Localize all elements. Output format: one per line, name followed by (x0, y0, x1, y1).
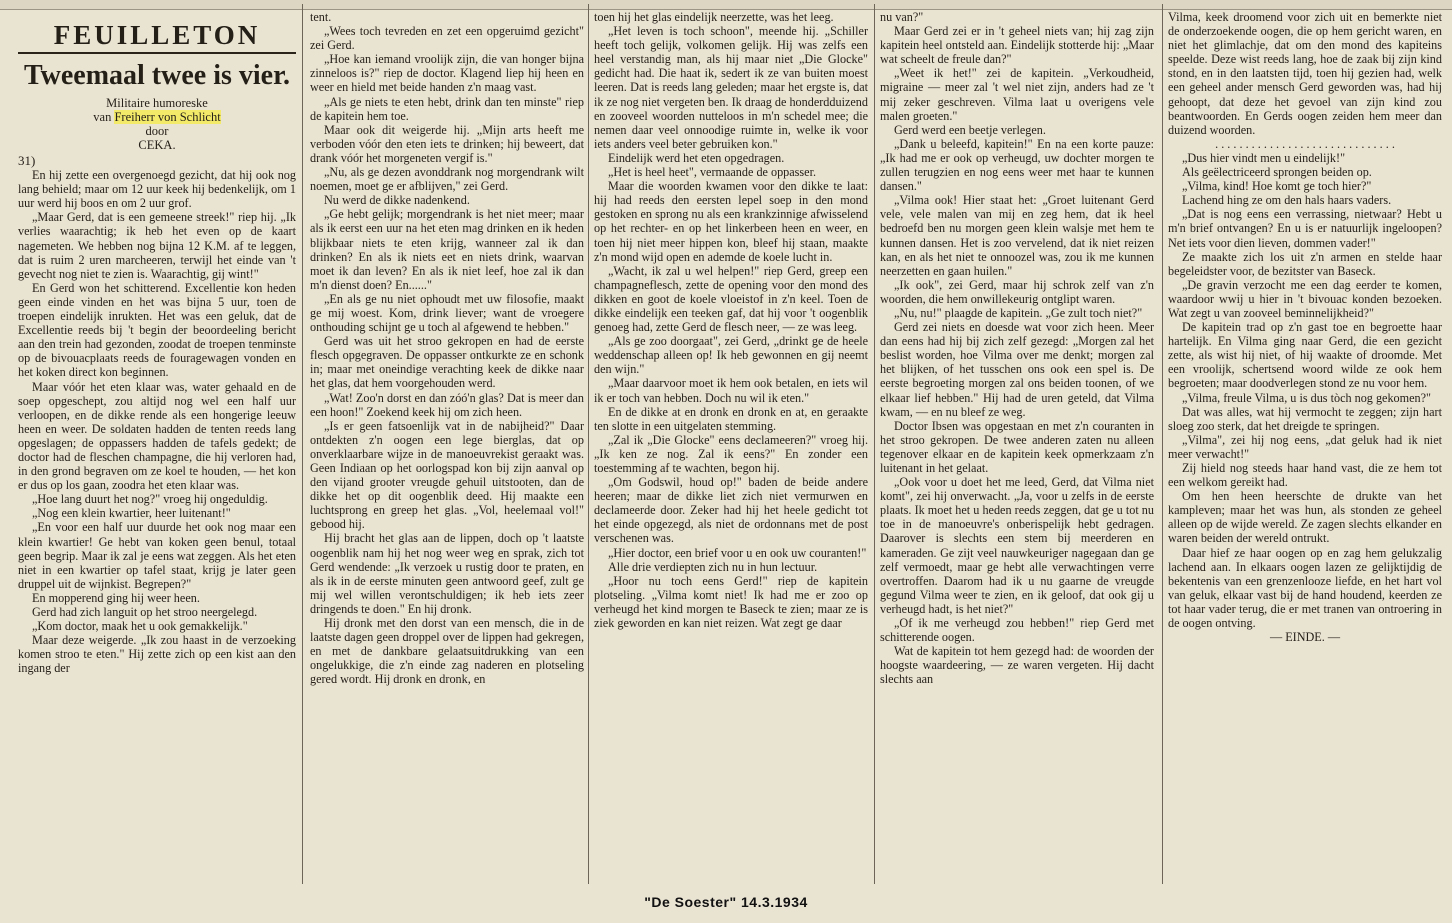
installment-number: 31) (18, 153, 36, 168)
paragraph: Vilma, keek droomend voor zich uit en bemerkte niet de onderzoekende oogen, die op hem gericht waren, en niet het glimlachje, dat om den mond des kapiteins speelde. Deze wist reeds lang, hoe de zaak bij zijn kind stond, en in den laatsten tijd, toen hij gezien had, welk een geheel ander mensch Gerd geworden was, had hij gehoopt, dat deze het gevoel van zijn kind zou beantwoorden. En Gerds oogen zeiden hem meer dan duizend woorden. (1168, 10, 1442, 137)
paragraph: „Vilma, kind! Hoe komt ge toch hier?" (1182, 179, 1372, 194)
by-line: door (145, 124, 169, 138)
paragraph: Maar Gerd zei er in 't geheel niets van; hij zag zijn kapitein heel ontsteld aan. Eindelijk stotterde hij: „Maar wat scheelt de freule dan?" (880, 24, 1154, 67)
paragraph: „Ik ook", zei Gerd, maar hij schrok zelf van z'n woorden, die hem onwillekeurig ontglipt waren. (880, 277, 1154, 306)
paragraph: Maar vóór het eten klaar was, water gehaald en de soep opgeschept, zou altijd nog wel een half uur verloopen, en de dikke rende als een hongerige leeuw heen en weer. De soldaten hadden de tenten reeds lang opgeslagen; de oppassers hadden de tafels gedekt; de doctor had de fleschen champagne, die hij verloren had, in den grond begraven om ze koel te houden, — het kon er dus op los gaan, zoodra het eten klaar was. (18, 379, 296, 493)
paragraph: „Vilma, freule Vilma, u is dus tòch nog gekomen?" (1182, 390, 1432, 405)
column-text (310, 10, 584, 687)
column-rule (874, 4, 875, 884)
column-text (594, 10, 868, 630)
paragraph: „Nog een klein kwartier, heer luitenant!" (32, 506, 231, 521)
section-heading: FEUILLETON (18, 20, 296, 54)
paragraph: Lachend hing ze om den hals haars vaders. (1182, 193, 1392, 208)
paragraph: „Hoor nu toch eens Gerd!" riep de kapitein plotseling. „Vilma komt niet! Ik had me er zoo op verheugd het kind morgen te Baseck te zien; maar ze is ziek geworden en kan niet reizen. Wat zegt ge daar (594, 573, 868, 631)
column-text (18, 168, 296, 675)
column-5 (1168, 10, 1442, 880)
paragraph: De kapitein trad op z'n gast toe en begroette haar hartelijk. En Vilma ging naar Gerd, die een gezicht zette, als wist hij niet, of hij waakte of droomde. Met een vroolijk, schertsend woord wilde ze ook hem begroeten; maar doodverlegen stond ze nu voor hem. (1168, 320, 1442, 391)
paragraph: „Ge hebt gelijk; morgendrank is het niet meer; maar als ik eerst een uur na het eten mag drinken en ik heden blijkbaar niets te eten krijg, wanneer zal ik dan drinken? En als ik niets eet en niets drink, waarvan moet ik dan leven? En als ik niet leef, hoe zal ik dan m'n dienst doen? En......" (310, 207, 584, 292)
paragraph: „Vilma", zei hij nog eens, „dat geluk had ik niet meer verwacht!" (1168, 432, 1442, 461)
author-prefix: van (93, 110, 112, 124)
paragraph: Om hen heen heerschte de drukte van het kampleven; maar het was hun, als stonden ze geheel alleen op de wijde wereld. Ze zagen slechts elkander en waren beiden der wereld ontrukt. (1168, 489, 1442, 546)
paragraph: „Wacht, ik zal u wel helpen!" riep Gerd, greep een champagneflesch, zette de opening voor den mond des dikken en goot de koele vloeistof in z'n keel. Toen de dikke eindelijk een teeken gaf, dat hij voor 't oogenblik genoeg had, zette Gerd de flesch neer, — ze was leeg. (594, 263, 868, 335)
paragraph: Daar hief ze haar oogen op en zag hem gelukzalig lachend aan. In elkaars oogen lazen ze gelijktijdig de bekentenis van een grenzenlooze liefde, en het hart vol van geluk, elkaar vast bij de hand houdend, keerden ze tot haar vader terug, die er met tranen van ontroering in de oogen ontving. (1168, 545, 1442, 631)
paragraph: Maar die woorden kwamen voor den dikke te laat: hij had reeds den eersten lepel soep in den mond gestoken en sprong nu als een krankzinnige afwisselend op het rechter- en op het linkerbeen heen en weer, en toen hij niet meer hippen kon, bleef hij staan, maakte z'n mond wijd open en ademde de koele lucht in. (594, 179, 868, 264)
paragraph: „De gravin verzocht me een dag eerder te komen, waardoor wwij u hier in 't bivouac konden bezoeken. Wat zegt u van zooveel beminnelijkheid?" (1168, 277, 1442, 320)
paragraph: „Het is heel heet", vermaande de oppasser. (608, 165, 817, 180)
source-caption: "De Soester" 14.3.1934 (644, 894, 808, 910)
paragraph: Alle drie verdiepten zich nu in hun lectuur. (608, 559, 818, 574)
previous-page-strip (0, 0, 1452, 10)
paragraph: „Nu, als ge dezen avonddrank nog morgendrank wilt noemen, moet ge er afblijven," zei Gerd. (310, 165, 584, 194)
paragraph: „Maar Gerd, dat is een gemeene streek!" riep hij. „Ik verlies waarachtig; ik heb het even op de kaart nagemeten. We hebben nog bijna 12 K.M. af te leggen, dat is ruim 2 uren marcheeren, terwijl het einde van 't gevecht nog niet te zien is. Waarachtig, gij wint!" (18, 210, 296, 281)
paragraph: . . . . . . . . . . . . . . . . . . . . . . . . . . . . . . (1215, 136, 1395, 151)
paragraph: toen hij het glas eindelijk neerzette, was het leeg. (594, 10, 834, 24)
paragraph: Maar deze weigerde. „Ik zou haast in de verzoeking komen stroo te eten." Hij zette zich op een kist aan den ingang der (18, 633, 296, 676)
column-1 (18, 10, 296, 880)
column-rule (1162, 4, 1163, 884)
paragraph: „En als ge nu niet ophoudt met uw filosofie, maakt ge mij woest. Kom, drink liever; want de vroegere onthouding schijnt ge u toch al afgewend te hebben." (310, 291, 584, 335)
paragraph: „Vilma ook! Hier staat het: „Groet luitenant Gerd vele, vele malen van mij en zeg hem, dat ik heel bedroefd ben nu morgen geen klein walsje met hem te kunnen dansen. Het is zoo vervelend, dat ik niet reizen kan, en als het niet te onnoozel was, zou ik me kunnen neerzetten en gaan huilen." (880, 193, 1154, 278)
paragraph: „Als ge niets te eten hebt, drink dan ten minste" riep de kapitein hem toe. (310, 94, 584, 123)
column-rule (302, 4, 303, 884)
paragraph: En de dikke at en dronk en dronk en at, en geraakte ten slotte in een uitgelaten stemming. (594, 404, 868, 433)
paragraph: „Hoe kan iemand vroolijk zijn, die van honger bijna zinneloos is?" riep de doctor. Klagend liep hij heen en weer en hield met beide handen z'n maag vast. (310, 52, 584, 95)
paragraph: Ze maakte zich los uit z'n armen en stelde haar begeleidster voor, de bezitster van Baseck. (1168, 249, 1442, 278)
column-2 (310, 10, 584, 880)
paragraph: Hij bracht het glas aan de lippen, doch op 't laatste oogenblik nam hij het nog weer weg en sprak, zich tot Gerd wendende: „Ik verzoek u rustig door te praten, en als ik in de eerste minuten geen antwoord geef, zult ge mij wel willen verontschuldigen; ik heb iets zeer dringends te doen." En hij dronk. (310, 531, 584, 616)
paragraph: „Hoe lang duurt het nog?" vroeg hij ongeduldig. (32, 492, 268, 507)
paragraph: „Dus hier vindt men u eindelijk!" (1182, 150, 1346, 165)
paragraph: „Maar daarvoor moet ik hem ook betalen, en iets wil ik er toch van hebben. Doch nu wil ik eten." (594, 376, 868, 405)
paragraph: „Zal ik „Die Glocke" eens declameeren?" vroeg hij. „Ik ken ze nog. Zal ik eens?" En zonder een toestemming af te wachten, begon hij. (594, 432, 868, 475)
paragraph: „Dat is nog eens een verrassing, nietwaar? Hebt u m'n brief ontvangen? En u is er natuurlijk ingeloopen? Net iets voor dien lieven, dommen vader!" (1168, 207, 1442, 250)
paragraph: Zij hield nog steeds haar hand vast, die ze hem tot een welkom gereikt had. (1168, 461, 1442, 490)
paragraph: Nu werd de dikke nadenkend. (324, 193, 470, 208)
paragraph: En hij zette een overgenoegd gezicht, dat hij ook nog lang behield; maar om 12 uur keek hij bedenkelijk, om 1 uur werd hij boos en om 2 uur grof. (18, 168, 296, 211)
paragraph: „Dank u beleefd, kapitein!" En na een korte pauze: „Ik had me er ook op verheugd, uw dochter morgen te zullen terugzien en nog eens weer met haar te kunnen dansen." (880, 136, 1154, 194)
story-title: Tweemaal twee is vier. (24, 60, 290, 91)
column-rule (588, 4, 589, 884)
paragraph: Doctor Ibsen was opgestaan en met z'n couranten in het stroo gekropen. De twee anderen zaten nu alleen tegenover elkaar en de kapitein keek opmerkzaam z'n luitenant in het gelaat. (880, 418, 1154, 475)
column-3 (594, 10, 868, 880)
paragraph: Gerd zei niets en doesde wat voor zich heen. Meer dan eens had hij bij zich zelf gezegd: „Morgen zal het beslist worden, hoe Vilma over me denkt; morgen zal het blijken, of het tusschen ons ook een spel is. De eerste begroeting morgen zal ons beiden toonen, of we elkaar lief hebben." Hij had de uren geteld, dat Vilma kwam, — en nu bleef ze weg. (880, 320, 1154, 419)
paragraph: Maar ook dit weigerde hij. „Mijn arts heeft me verboden vóór den eten iets te drinken; hij beweert, dat drank vóór het morgeneten vergif is." (310, 122, 584, 165)
paragraph: tent. (310, 10, 332, 24)
paragraph: Dat was alles, wat hij vermocht te zeggen; zijn hart sloeg zoo sterk, dat het dreigde te springen. (1168, 404, 1442, 433)
paragraph: Gerd werd een beetje verlegen. (894, 122, 1046, 137)
paragraph: En mopperend ging hij weer heen. (32, 590, 200, 605)
paragraph: „Wees toch tevreden en zet een opgeruimd gezicht" zei Gerd. (310, 24, 584, 53)
paragraph: „Om Godswil, houd op!" baden de beide andere heeren; maar de dikke liet zich niet vermurwen en declameerde door. Zeker had hij het heele gedicht tot het einde opgezegd, als niet de ordonnans met de post verschenen was. (594, 475, 868, 546)
paragraph: Gerd was uit het stroo gekropen en had de eerste flesch opgegraven. De oppasser ontkurkte ze en schonk in; maar met oneindige verachting keek de dikke naar het glas, dat hem voorgehouden werd. (310, 334, 584, 391)
paragraph: Eindelijk werd het eten opgedragen. (608, 150, 785, 165)
column-text (1168, 10, 1442, 644)
column-4 (880, 10, 1154, 880)
paragraph: „Het leven is toch schoon", meende hij. „Schiller heeft toch gelijk, volkomen gelijk. Hij was zelfs een heel verstandig man, als hij maar niet „Die Glocke" gedicht had. Die haat ik, sedert ik ze van buiten moest leeren. Dat is reeds lang geleden; maar het ergste is, dat ik ze nog niet vergeten ben. Ik draag de honderdduizend en zooveel woorden nutteloos in m'n schedel mee; die nemen daar veel onnoodige ruimte in, welke ik voor iets anders veel beter gebruiken kon." (594, 24, 868, 151)
author-line (18, 110, 296, 124)
paragraph: Hij dronk met den dorst van een mensch, die in de laatste dagen geen droppel over de lippen had gekregen, en met de dankbare gelaatsuitdrukking van een ongelukkige, die z'n einde zag naderen en plotseling gered wordt. Hij dronk en dronk, en (310, 616, 584, 687)
paragraph: „Als ge zoo doorgaat", zei Gerd, „drinkt ge de heele weddenschap alleen op! Ik heb gewonnen en gij neemt den wijn." (594, 334, 868, 377)
paragraph: nu van?" (880, 10, 924, 24)
paragraph: „Wat! Zoo'n dorst en dan zóó'n glas? Dat is meer dan een hoon!" Zoekend keek hij om zich heen. (310, 390, 584, 419)
paragraph: „Ook voor u doet het me leed, Gerd, dat Vilma niet komt", zei hij onverwacht. „Ja, voor u zelfs in de eerste plaats. Ik moet het u heden reeds zeggen, dat ge u tot nu toe in de manoeuvre's onberispelijk hebt gedragen. Daarover is slechts een stem bij meerderen en kameraden. Ge zijt veel nauwkeuriger nagegaan dan ge zelf vermoedt, maar ge hebt alle verwachtingen verre overtroffen. Daarom had ik u nu gaarne de vreugde gegund Vilma weer te zien, en ik geloof, dat ook gij u verheugd hadt, is het niet?" (880, 475, 1154, 616)
paragraph: „Weet ik het!" zei de kapitein. „Verkoudheid, migraine — meer zal 't wel niet zijn, anders had ze 't mij zeker geschreven. Vilma laat u overigens vele malen groeten." (880, 66, 1154, 123)
paragraph: „Is er geen fatsoenlijk vat in de nabijheid?" Daar ontdekten z'n oogen een lege bierglas, dat op onverklaarbare wijze in de manoeuvrekist geraakt was. Geen Indiaan op het oorlogspad kon bij zijn aanval op den vijand grooter vreugde gehuil uitstooten, dan de dikke het op dit oogenblik deed. Hij maakte een luchtsprong en greep het glas. „Vol, heelemaal vol!" gebood hij. (310, 418, 584, 532)
paragraph: Gerd had zich languit op het stroo neergelegd. (32, 605, 258, 619)
paragraph: „Hier doctor, een brief voor u en ook uw couranten!" (608, 545, 867, 560)
paragraph: — EINDE. — (1269, 630, 1341, 645)
paragraph: En Gerd won het schitterend. Excellentie kon heden geen einde vinden en het was bijna 5 uur, toen de troepen eindelijk inrukten. Het was een geluk, dat de Excellentie reeds bij 't begin der beoordeeling bericht aan den trein had gezonden, zoodat de troepen tenminste op de bivouacplaats reeds de fouragewagen vonden en het koken direct kon beginnen. (18, 280, 296, 380)
column-text (880, 10, 1154, 687)
paragraph: Wat de kapitein tot hem gezegd had: de woorden der hoogste waardeering, — ze waren vergeten. Hij dacht slechts aan (880, 644, 1154, 687)
paragraph: „En voor een half uur duurde het ook nog maar een klein kwartier! Ge hebt van koken geen benul, totaal geen begrip. Maar ik zal je eens wat zeggen. Als het eten niet in een kwartier op tafel staat, krijg je later geen druppel uit de wijnkist. Begrepen?" (18, 520, 296, 591)
paragraph: „Kom doctor, maak het u ook gemakkelijk." (32, 619, 248, 634)
paragraph: „Of ik me verheugd zou hebben!" riep Gerd met schitterende oogen. (880, 616, 1154, 645)
paragraph: Als geëlectriceerd sprongen beiden op. (1182, 165, 1372, 180)
story-subtitle: Militaire humoreske (106, 96, 208, 110)
translator-name: CEKA. (138, 138, 176, 152)
author-name: Freiherr von Schlicht (114, 110, 221, 124)
paragraph: „Nu, nu!" plaagde de kapitein. „Ge zult toch niet?" (894, 305, 1143, 320)
